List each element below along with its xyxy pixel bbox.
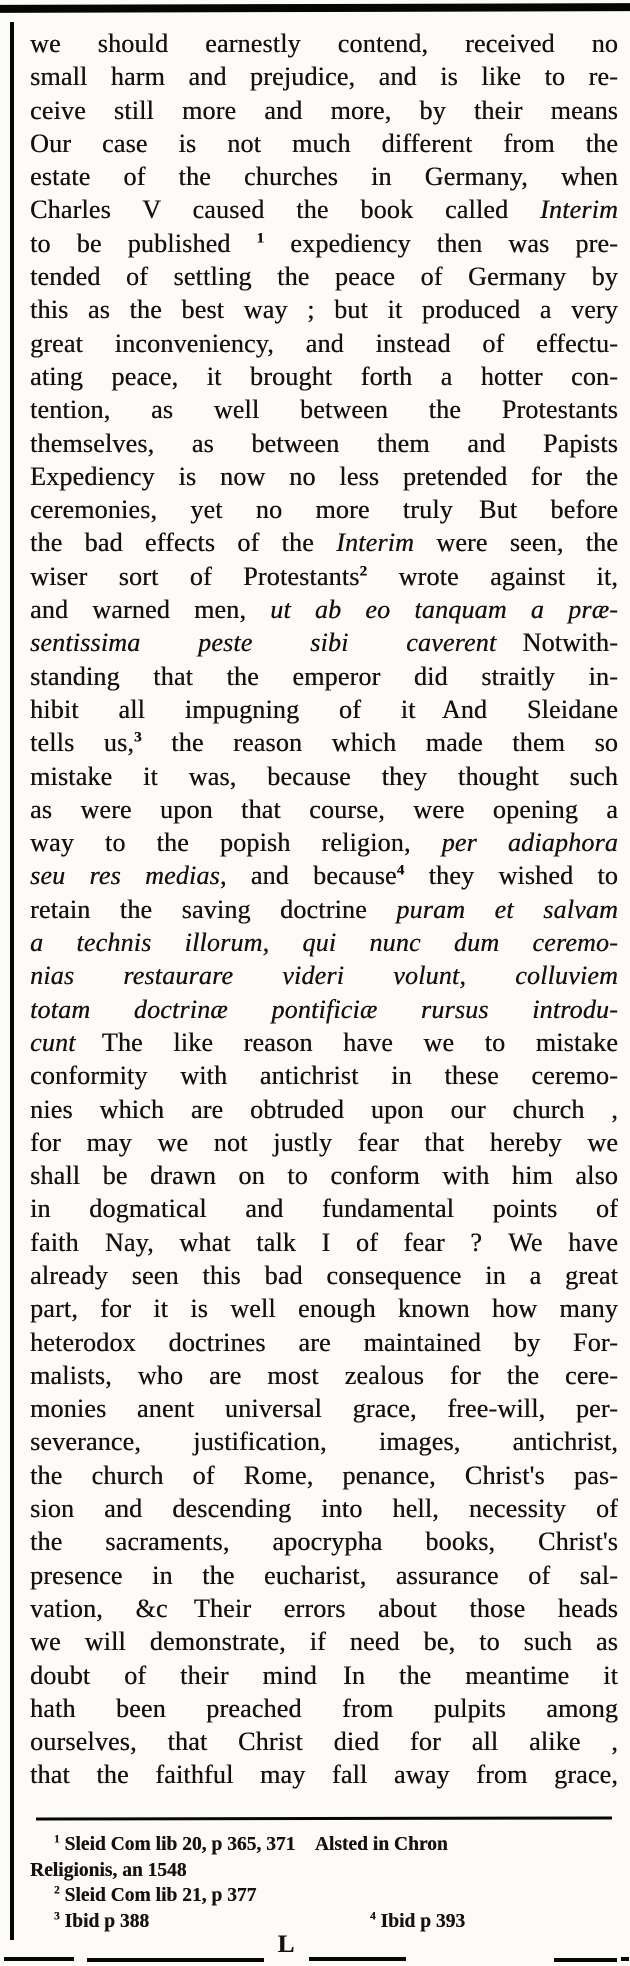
page-border-left bbox=[10, 22, 14, 1940]
footnote-divider-rule bbox=[36, 1816, 612, 1820]
text-line: as were upon that course, were opening a bbox=[30, 794, 618, 824]
text-line: part, for it is well enough known how many bbox=[30, 1294, 618, 1324]
text-line: malists, who are most zealous for the cere- bbox=[30, 1360, 618, 1390]
text-line: the bad effects of the Interim were seen, the bbox=[30, 528, 618, 558]
text-line: a technis illorum, qui nunc dum ceremo- bbox=[30, 928, 618, 958]
text-line: and warned men, ut ab eo tanquam a præ- bbox=[30, 595, 618, 625]
text-line: wiser sort of Protestants$^2$ wrote against it, bbox=[30, 561, 618, 591]
text-line: standing that the emperor did straitly in- bbox=[30, 661, 618, 691]
text-line: cunt The like reason have we to mistake bbox=[30, 1027, 618, 1057]
text-line: ating peace, it brought forth a hotter con- bbox=[30, 361, 618, 391]
text-line: way to the popish religion, per adiaphora bbox=[30, 828, 618, 858]
page-border-top bbox=[0, 3, 630, 13]
text-line: hath been preached from pulpits among bbox=[30, 1693, 618, 1723]
text-line: Our case is not much different from the bbox=[30, 128, 618, 158]
text-line: ourselves, that Christ died for all alike , bbox=[30, 1727, 618, 1757]
text-line: sion and descending into hell, necessity of bbox=[30, 1494, 618, 1524]
text-line: tention, as well between the Protestants bbox=[30, 395, 618, 425]
text-line: vation, &c Their errors about those heads bbox=[30, 1593, 618, 1623]
footnote-1: $^1$ Sleid Com lib 20, p 365, 371 Alsted in Chron bbox=[54, 1833, 448, 1855]
text-line: the sacraments, apocrypha books, Christ's bbox=[30, 1527, 618, 1557]
text-line: seu res medias, and because$^4$ they wished to bbox=[30, 861, 618, 891]
footnote-3: $^3$ Ibid p 388 bbox=[54, 1910, 150, 1932]
text-line: small harm and prejudice, and is like to re- bbox=[30, 62, 618, 92]
text-line: faith Nay, what talk I of fear ? We have bbox=[30, 1227, 618, 1257]
text-line: that the faithful may fall away from grace, bbox=[30, 1760, 618, 1790]
text-line: sentissima peste sibi caverent Notwith- bbox=[30, 628, 618, 658]
signature-mark: L bbox=[277, 1931, 295, 1958]
text-line: estate of the churches in Germany, when bbox=[30, 162, 618, 192]
text-line: hibit all impugning of it And Sleidane bbox=[30, 694, 618, 724]
text-line: conformity with antichrist in these ceremo- bbox=[30, 1061, 618, 1091]
text-line: we should earnestly contend, received no bbox=[30, 29, 618, 58]
bottom-border-dash bbox=[87, 1958, 264, 1962]
text-line: ceremonies, yet no more truly But before bbox=[30, 495, 618, 525]
text-line: tended of settling the peace of Germany by bbox=[30, 262, 618, 292]
text-line: the church of Rome, penance, Christ's pas- bbox=[30, 1460, 618, 1490]
bottom-border-dash bbox=[4, 1957, 74, 1961]
text-line: severance, justification, images, antichrist, bbox=[30, 1427, 618, 1457]
footnote-4: $^4$ Ibid p 393 bbox=[370, 1910, 466, 1932]
text-line: monies anent universal grace, free-will, per- bbox=[30, 1394, 618, 1424]
text-line: this as the best way ; but it produced a very bbox=[30, 295, 618, 325]
text-line: mistake it was, because they thought such bbox=[30, 761, 618, 791]
page-body-text bbox=[30, 27, 618, 1792]
text-line: Expediency is now no less pretended for the bbox=[30, 461, 618, 491]
bottom-border-dash bbox=[309, 1957, 406, 1961]
text-line: in dogmatical and fundamental points of bbox=[30, 1194, 618, 1224]
text-line: heterodox doctrines are maintained by For- bbox=[30, 1327, 618, 1357]
footnote-1-continued: Religionis, an 1548 bbox=[30, 1859, 187, 1881]
text-line: nias restaurare videri volunt, colluviem bbox=[30, 961, 618, 991]
text-line: themselves, as between them and Papists bbox=[30, 428, 618, 458]
text-line: for may we not justly fear that hereby we bbox=[30, 1127, 618, 1157]
text-line: we will demonstrate, if need be, to such as bbox=[30, 1627, 618, 1657]
bottom-border-dash bbox=[621, 1957, 629, 1961]
text-line: already seen this bad consequence in a great bbox=[30, 1260, 618, 1290]
text-line: Charles V caused the book called Interim bbox=[30, 195, 618, 225]
footnote-2: $^2$ Sleid Com lib 21, p 377 bbox=[54, 1884, 257, 1906]
text-line: retain the saving doctrine puram et salvam bbox=[30, 894, 618, 924]
text-line: shall be drawn on to conform with him also bbox=[30, 1161, 618, 1191]
text-line: to be published $^1$ expediency then was pre- bbox=[30, 228, 618, 258]
text-line: great inconveniency, and instead of effectu- bbox=[30, 328, 618, 358]
text-line: ceive still more and more, by their means bbox=[30, 95, 618, 125]
text-line: totam doctrinæ pontificiæ rursus introdu- bbox=[30, 994, 618, 1024]
text-line: tells us,$^3$ the reason which made them so bbox=[30, 728, 618, 758]
bottom-border-dash bbox=[554, 1958, 617, 1962]
text-line: presence in the eucharist, assurance of sal- bbox=[30, 1560, 618, 1590]
footnotes-block bbox=[30, 1832, 618, 1934]
text-line: doubt of their mind In the meantime it bbox=[30, 1660, 618, 1690]
text-line: nies which are obtruded upon our church , bbox=[30, 1094, 618, 1124]
